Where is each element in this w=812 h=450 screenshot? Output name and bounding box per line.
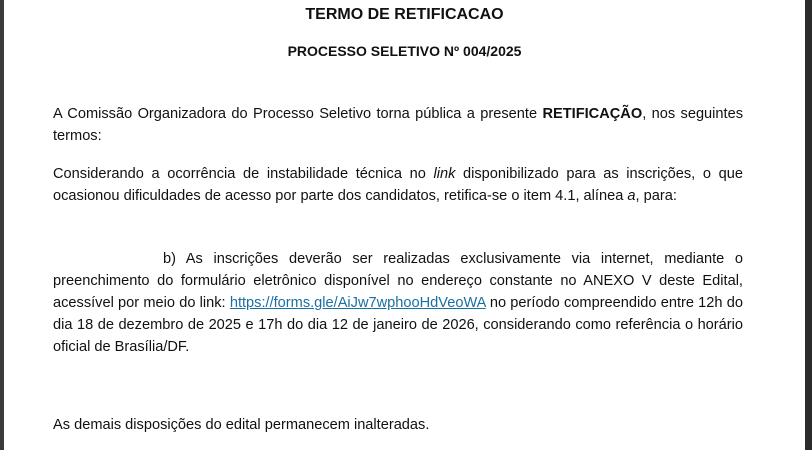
considering-italic-a: a <box>627 188 636 204</box>
considering-text-end: , para: <box>635 188 677 204</box>
document-subtitle: PROCESSO SELETIVO Nº 004/2025 <box>287 43 522 59</box>
considering-text-middle: disponibilizado para as inscrições, o que ocasionou dificuldades de acesso por parte dos candidatos, retifica-se o item 4.1, alínea <box>53 166 743 204</box>
considering-text: Considerando a ocorrência de instabilidade técnica no <box>53 166 434 182</box>
intro-text-end: , nos seguintes termos: <box>53 106 744 144</box>
considering-italic-link: link <box>433 166 456 182</box>
amended-item-text-end: no período compreendido entre 12h do dia 18 de dezembro de 2025 e 17h do dia 12 de janeiro de 2026, considerando como referência o horário oficial de Brasília/DF. <box>53 295 743 355</box>
closing-paragraph: As demais disposições do edital permanecem inalteradas. <box>53 417 430 433</box>
amended-item-text: b) As inscrições deverão ser realizadas exclusivamente via internet, mediante o preenchimento do formulário eletrônico disponível no endereço constante no ANEXO V deste Edital, acessível por meio do link: <box>53 251 743 311</box>
considering-paragraph <box>53 163 743 207</box>
viewer-edge <box>805 0 812 450</box>
intro-text: A Comissão Organizadora do Processo Seletivo torna pública a presente <box>53 106 543 122</box>
intro-paragraph <box>53 103 743 147</box>
intro-bold-term: RETIFICAÇÃO <box>542 106 643 122</box>
registration-form-link[interactable]: https://forms.gle/AiJw7wphooHdVeoWA <box>229 295 486 311</box>
document-title: TERMO DE RETIFICACAO <box>305 6 504 23</box>
document-page <box>4 0 805 450</box>
amended-item-paragraph <box>53 248 743 358</box>
